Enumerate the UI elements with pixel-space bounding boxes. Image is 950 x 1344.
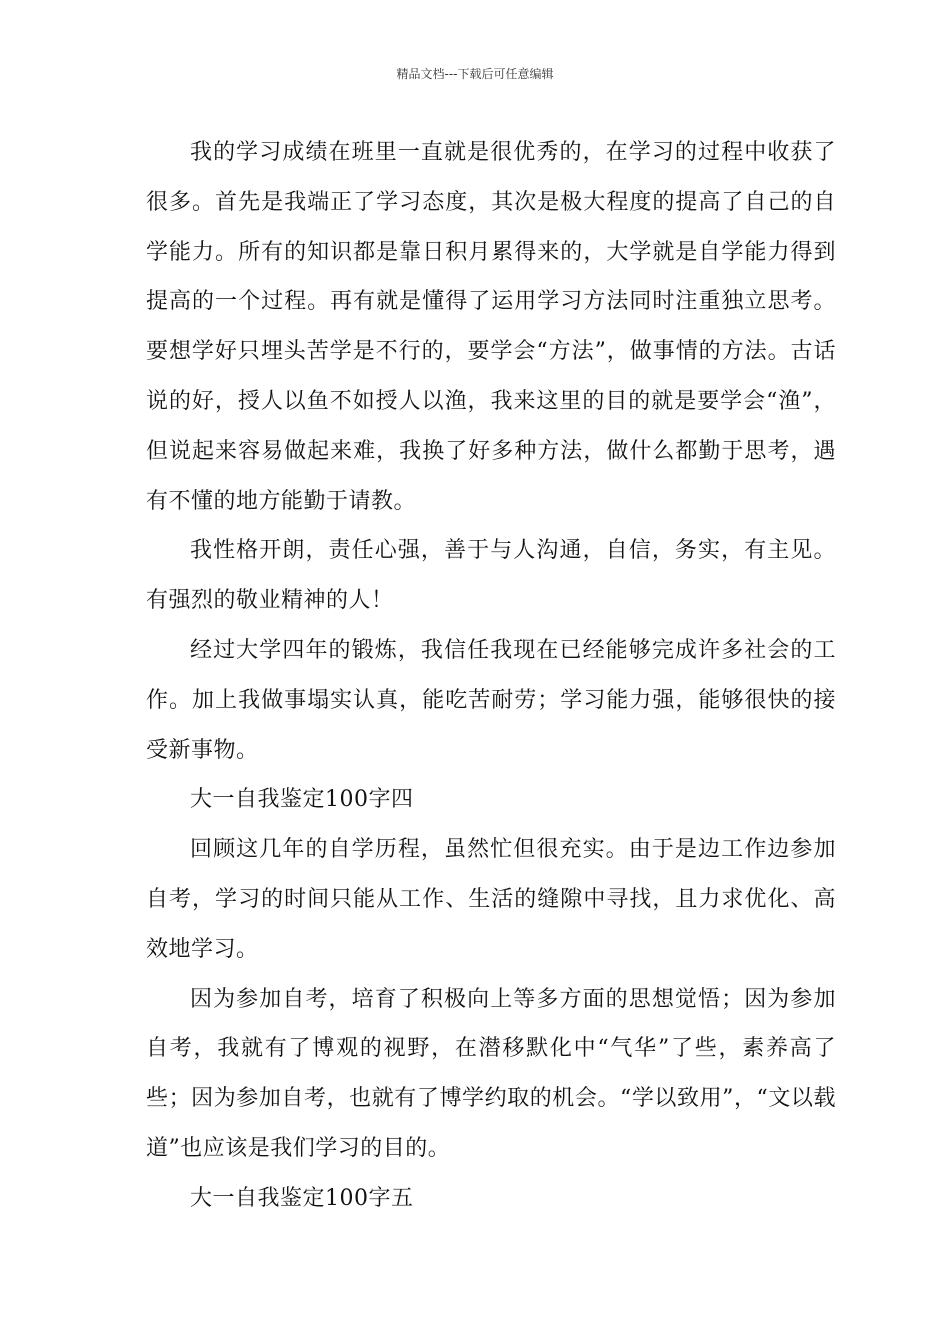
paragraph-personality: 我性格开朗，责任心强，善于与人沟通，自信，务实，有主见。有强烈的敬业精神的人！ [146,538,836,614]
paragraph-review: 回顾这几年的自学历程，虽然忙但很充实。由于是边工作边参加自考，学习的时间只能从工作、生活的缝隙中寻找，且力求优化、高效地学习。 [146,837,836,962]
section-heading-five: 大一自我鉴定100字五 [190,1185,414,1211]
paragraph-study: 我的学习成绩在班里一直就是很优秀的，在学习的过程中收获了很多。首先是我端正了学习态度，其次是极大程度的提高了自己的自学能力。所有的知识都是靠日积月累得来的，大学就是自学能力得到提高的一个过程。再有就是懂得了运用学习方法同时注重独立思考。要想学好只埋头苦学是不行的，要学会“方法”，做事情的方法。古话说的好，授人以鱼不如授人以渔，我来这里的目的就是要学会“渔”，但说起来容易做起来难，我换了好多种方法，做什么都勤于思考，遇有不懂的地方能勤于请教。 [146,140,836,514]
page-header: 精品文档---下载后可任意编辑 [396,67,554,81]
paragraph-training: 经过大学四年的锻炼，我信任我现在已经能够完成许多社会的工作。加上我做事塌实认真，能吃苦耐劳；学习能力强，能够很快的接受新事物。 [146,637,836,763]
section-heading-four: 大一自我鉴定100字四 [190,787,414,813]
paragraph-benefits: 因为参加自考，培育了积极向上等多方面的思想觉悟；因为参加自考，我就有了博观的视野，在潜移默化中“气华”了些，素养高了些；因为参加自考，也就有了博学约取的机会。“学以致用”，“文以载道”也应该是我们学习的目的。 [146,986,836,1161]
document-body [146,128,836,1224]
